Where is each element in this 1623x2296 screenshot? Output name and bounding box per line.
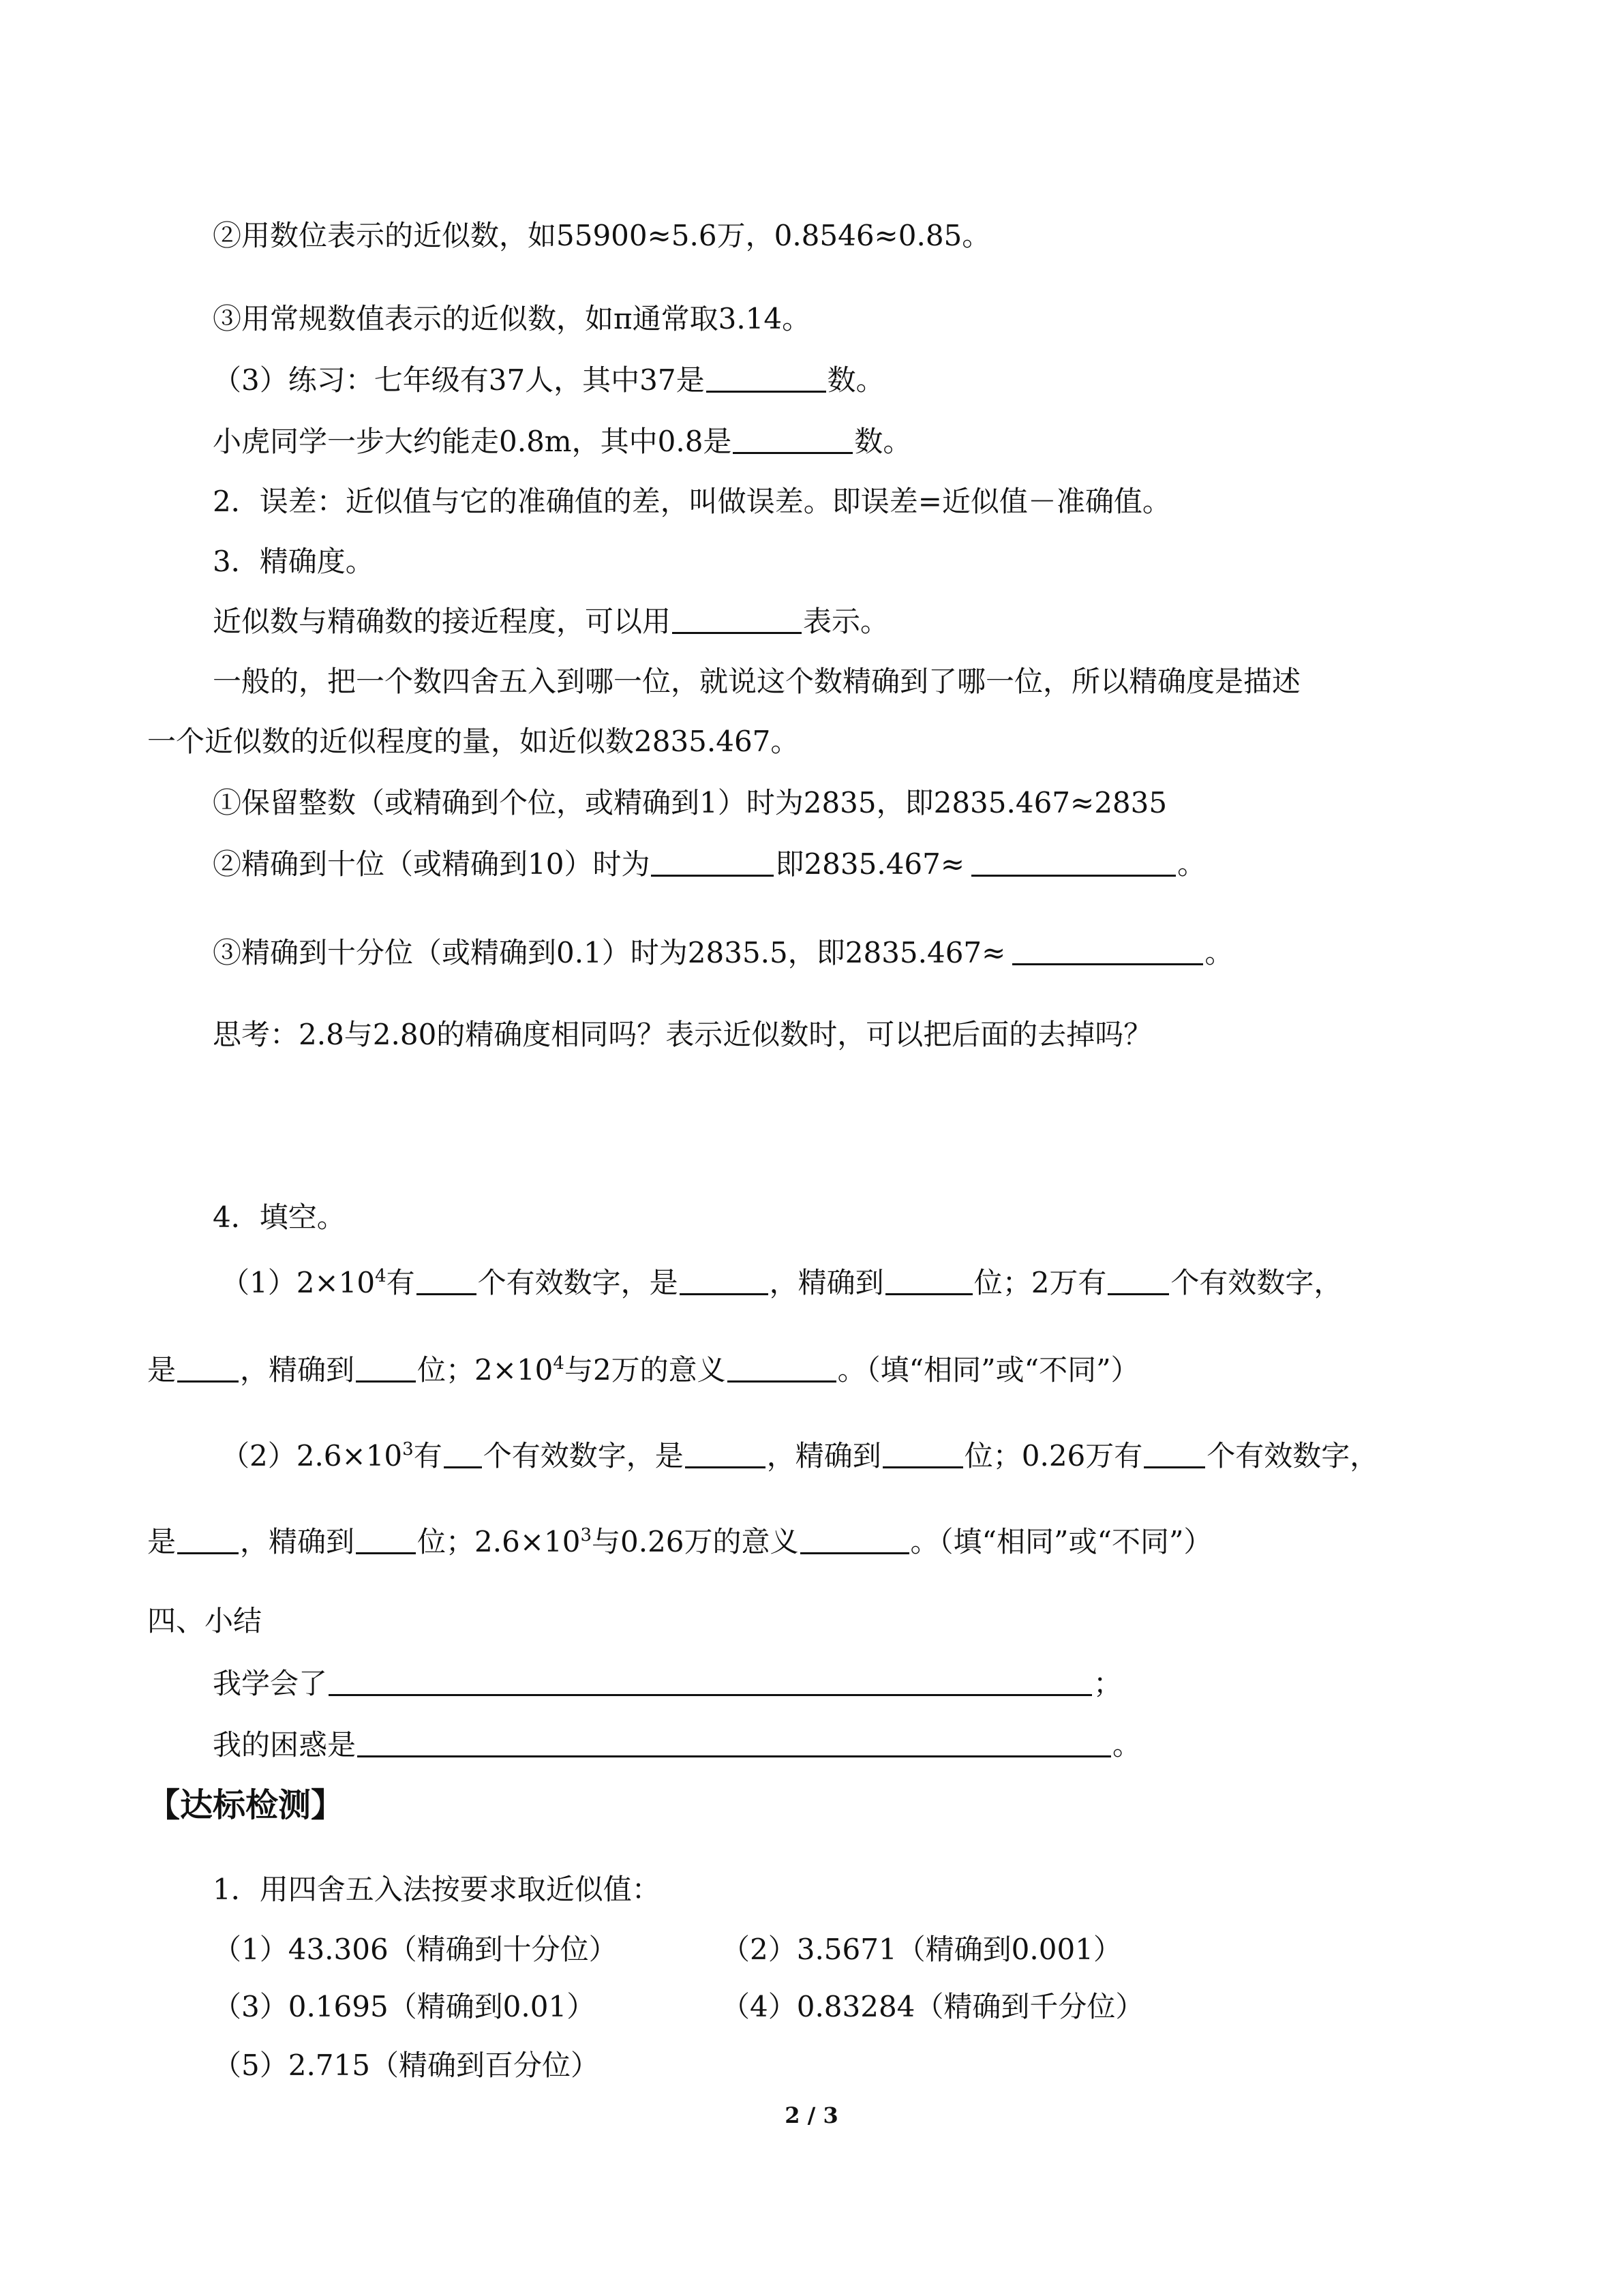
text-line: 我的困惑是 。 xyxy=(213,1728,1142,1762)
text-line: 是 ，精确到 位；$2\times 10^4$与2万的意义 。（填“相同”或“不同”） xyxy=(147,1353,1140,1387)
text-line: ③精确到十分位（或精确到0.1）时为2835.5，即2835.467≈ 。 xyxy=(213,936,1234,969)
blank-field[interactable] xyxy=(672,603,802,634)
section-heading: 4．填空。 xyxy=(213,1200,346,1234)
blank-field[interactable] xyxy=(1144,1438,1205,1468)
text-line: 2．误差：近似值与它的准确值的差，叫做误差。即误差=近似值－准确值。 xyxy=(213,485,1171,518)
page-number: 2 / 3 xyxy=(785,2102,838,2128)
blank-field[interactable] xyxy=(177,1352,239,1383)
text-line: 一个近似数的近似程度的量，如近似数2835.467。 xyxy=(147,725,800,758)
blank-field[interactable] xyxy=(356,1524,416,1554)
blank-field[interactable] xyxy=(685,1438,765,1468)
text-line: 是 ，精确到 位；$2.6\times 10^3$与0.26万的意义 。（填“相同”或“不同”） xyxy=(147,1525,1213,1558)
blank-field[interactable] xyxy=(651,846,774,877)
section-title: 【达标检测】 xyxy=(147,1786,344,1824)
blank-field[interactable] xyxy=(1012,935,1203,965)
blank-field[interactable] xyxy=(329,1665,1092,1696)
question-item: （2）3.5671（精确到0.001） xyxy=(721,1933,1122,1966)
blank-field[interactable] xyxy=(883,1438,963,1468)
text-line: ①保留整数（或精确到个位，或精确到1）时为2835，即2835.467≈2835 xyxy=(213,786,1168,819)
blank-field[interactable] xyxy=(177,1524,239,1554)
question-item: （5）2.715（精确到百分位） xyxy=(213,2049,599,2082)
section-heading: 3．精确度。 xyxy=(213,545,374,578)
blank-field[interactable] xyxy=(971,846,1176,877)
blank-field[interactable] xyxy=(1108,1265,1169,1295)
blank-field[interactable] xyxy=(706,362,826,393)
text-line: $(1)2\times 10^4$有 个有效数字，是 ，精确到 位；2万有 个有效数字， xyxy=(221,1266,1343,1299)
blank-field[interactable] xyxy=(680,1265,768,1295)
text-line: 我学会了 ； xyxy=(213,1667,1123,1700)
text-line: 一般的，把一个数四舍五入到哪一位，就说这个数精确到了哪一位，所以精确度是描述 xyxy=(213,665,1301,698)
text-line: $(2)2.6\times 10^3$有 个有效数字，是 ，精确到 位；0.26万有 个有效数字， xyxy=(221,1439,1379,1472)
text-line: 近似数与精确数的接近程度，可以用 表示。 xyxy=(213,605,890,638)
blank-field[interactable] xyxy=(416,1265,476,1295)
blank-field[interactable] xyxy=(800,1524,909,1554)
text-line: （3）练习：七年级有37人，其中37是 数。 xyxy=(213,363,885,397)
blank-field[interactable] xyxy=(727,1352,836,1383)
text-line: ②用数位表示的近似数，如55900≈5.6万，0.8546≈0.85。 xyxy=(213,219,991,252)
question-item: （3）0.1695（精确到0.01） xyxy=(213,1990,596,2023)
text-line: 小虎同学一步大约能走0.8m，其中0.8是 数。 xyxy=(213,425,912,458)
blank-field[interactable] xyxy=(357,1727,1111,1757)
question-item: （1）43.306（精确到十分位） xyxy=(213,1933,618,1966)
text-line: ②精确到十位（或精确到10）时为 即2835.467≈ 。 xyxy=(213,847,1207,881)
blank-field[interactable] xyxy=(885,1265,973,1295)
question-item: （4）0.83284（精确到千分位） xyxy=(721,1990,1144,2023)
blank-field[interactable] xyxy=(444,1438,482,1468)
blank-field[interactable] xyxy=(733,423,853,454)
blank-field[interactable] xyxy=(356,1352,416,1383)
text-line: 思考：2.8与2.80的精确度相同吗？表示近似数时，可以把后面的去掉吗？ xyxy=(213,1018,1153,1051)
section-heading: 四、小结 xyxy=(147,1604,262,1637)
text-line: 1．用四舍五入法按要求取近似值： xyxy=(213,1873,661,1906)
text-line: ③用常规数值表示的近似数，如π通常取3.14。 xyxy=(213,302,811,335)
